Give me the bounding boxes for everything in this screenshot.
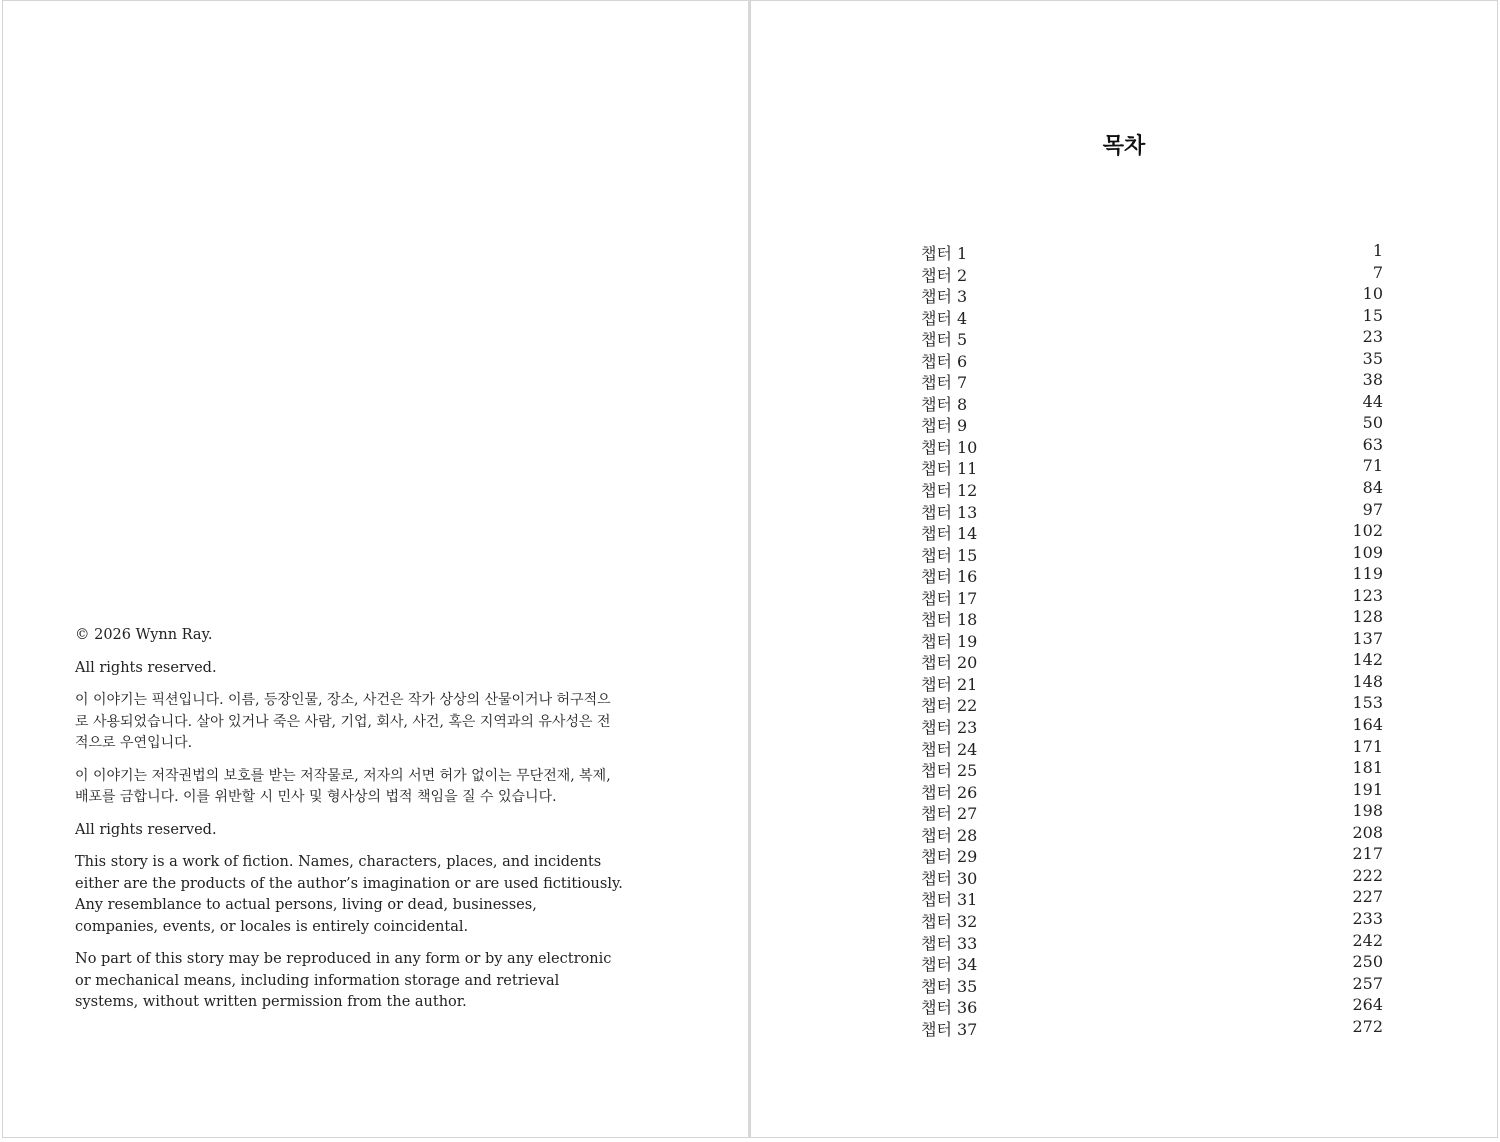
toc-page-number: 71 bbox=[1362, 456, 1383, 476]
toc-page-number: 217 bbox=[1352, 844, 1383, 864]
toc-entry[interactable] bbox=[921, 391, 1383, 413]
toc-entry[interactable] bbox=[921, 563, 1383, 585]
toc-chapter-label: 챕터 13 bbox=[921, 502, 978, 522]
toc-chapter-label: 챕터 30 bbox=[921, 868, 978, 888]
toc-chapter-label: 챕터 29 bbox=[921, 847, 978, 867]
toc-entry[interactable] bbox=[921, 348, 1383, 370]
toc-entry[interactable] bbox=[921, 994, 1383, 1016]
toc-chapter-label: 챕터 32 bbox=[921, 911, 978, 931]
toc-chapter-label: 챕터 14 bbox=[921, 524, 978, 544]
toc-entry[interactable] bbox=[921, 800, 1383, 822]
toc-page-number: 191 bbox=[1352, 779, 1383, 799]
toc-entry[interactable] bbox=[921, 455, 1383, 477]
copyright-page bbox=[2, 0, 750, 1138]
toc-page-number: 142 bbox=[1352, 650, 1383, 670]
toc-chapter-label: 챕터 31 bbox=[921, 890, 978, 910]
toc-entry[interactable] bbox=[921, 822, 1383, 844]
toc-entry[interactable] bbox=[921, 714, 1383, 736]
toc-chapter-label: 챕터 37 bbox=[921, 1019, 978, 1039]
toc-page-number: 119 bbox=[1352, 564, 1383, 584]
toc-page-number: 153 bbox=[1352, 693, 1383, 713]
toc-chapter-label: 챕터 16 bbox=[921, 567, 978, 587]
toc-entry[interactable] bbox=[921, 240, 1383, 262]
toc-entry[interactable] bbox=[921, 973, 1383, 995]
toc-page-number: 242 bbox=[1352, 930, 1383, 950]
copyright-line: © 2026 Wynn Ray. bbox=[75, 627, 213, 643]
rights-reserved-en: All rights reserved. bbox=[75, 821, 217, 838]
toc-chapter-label: 챕터 22 bbox=[921, 696, 978, 716]
toc-entry[interactable] bbox=[921, 1016, 1383, 1038]
toc-page-number: 181 bbox=[1352, 758, 1383, 778]
toc-chapter-label: 챕터 34 bbox=[921, 955, 978, 975]
toc-page-number: 198 bbox=[1352, 801, 1383, 821]
toc-chapter-label: 챕터 6 bbox=[921, 351, 968, 371]
toc-page-number: 137 bbox=[1352, 628, 1383, 648]
toc-chapter-label: 챕터 23 bbox=[921, 718, 978, 738]
toc-entry[interactable] bbox=[921, 951, 1383, 973]
toc-chapter-label: 챕터 19 bbox=[921, 631, 978, 651]
fiction-notice-ko: 이 이야기는 픽션입니다. 이름, 등장인물, 장소, 사건은 작가 상상의 산물이거나 허구적으로 사용되었습니다. 살아 있거나 죽은 사람, 기업, 회사, 사건, 혹은 지역과의 유사성은 전적으로 우연입니다. bbox=[75, 692, 611, 751]
toc-page-number: 171 bbox=[1352, 736, 1383, 756]
toc-page-number: 97 bbox=[1362, 499, 1383, 519]
toc-page-number: 109 bbox=[1352, 542, 1383, 562]
toc-entry[interactable] bbox=[921, 886, 1383, 908]
toc-page-number: 164 bbox=[1352, 715, 1383, 735]
toc-page-number: 208 bbox=[1352, 822, 1383, 842]
toc-chapter-label: 챕터 10 bbox=[921, 437, 978, 457]
toc-page-number: 7 bbox=[1372, 262, 1383, 282]
toc-entry[interactable] bbox=[921, 692, 1383, 714]
toc-page-number: 35 bbox=[1362, 348, 1383, 368]
toc-entry[interactable] bbox=[921, 671, 1383, 693]
toc-page-number: 15 bbox=[1362, 305, 1383, 325]
toc-entry[interactable] bbox=[921, 843, 1383, 865]
toc-page-number: 250 bbox=[1352, 952, 1383, 972]
toc-page-number: 10 bbox=[1362, 284, 1383, 304]
toc-chapter-label: 챕터 1 bbox=[921, 244, 968, 263]
toc-page-number: 38 bbox=[1362, 370, 1383, 390]
toc-entry[interactable] bbox=[921, 649, 1383, 671]
toc-chapter-label: 챕터 28 bbox=[921, 825, 978, 845]
toc-chapter-label: 챕터 26 bbox=[921, 782, 978, 802]
toc-page-number: 227 bbox=[1352, 887, 1383, 907]
toc-chapter-label: 챕터 12 bbox=[921, 481, 978, 501]
toc-entry[interactable] bbox=[921, 434, 1383, 456]
toc-entry[interactable] bbox=[921, 930, 1383, 952]
toc-chapter-label: 챕터 11 bbox=[921, 459, 978, 479]
toc-page-number: 123 bbox=[1352, 585, 1383, 605]
toc-page-number: 1 bbox=[1372, 241, 1383, 260]
toc-chapter-label: 챕터 17 bbox=[921, 588, 978, 608]
toc-chapter-label: 챕터 24 bbox=[921, 739, 978, 759]
reproduction-notice-en: No part of this story may be reproduced in any form or by any electronic or mechanical means, including information storage and retrieval systems, without written permission from the author. bbox=[75, 951, 612, 1010]
toc-chapter-label: 챕터 7 bbox=[921, 373, 968, 393]
toc-chapter-label: 챕터 18 bbox=[921, 610, 978, 630]
toc-page-number: 148 bbox=[1352, 671, 1383, 691]
toc-chapter-label: 챕터 2 bbox=[921, 265, 968, 285]
toc-chapter-label: 챕터 4 bbox=[921, 308, 968, 328]
toc-entry[interactable] bbox=[921, 262, 1383, 284]
toc-page-number: 44 bbox=[1362, 391, 1383, 411]
toc-entry[interactable] bbox=[921, 283, 1383, 305]
toc-chapter-label: 챕터 5 bbox=[921, 330, 968, 350]
toc-entry[interactable] bbox=[921, 369, 1383, 391]
toc-entry[interactable] bbox=[921, 477, 1383, 499]
toc-chapter-label: 챕터 35 bbox=[921, 976, 978, 996]
toc-entry[interactable] bbox=[921, 736, 1383, 758]
toc-entry[interactable] bbox=[921, 305, 1383, 327]
toc-page-number: 102 bbox=[1352, 521, 1383, 541]
toc-entry[interactable] bbox=[921, 628, 1383, 650]
toc-page-number: 257 bbox=[1352, 973, 1383, 993]
toc-page-number: 63 bbox=[1362, 434, 1383, 454]
toc-chapter-label: 챕터 36 bbox=[921, 998, 978, 1018]
toc-entry[interactable] bbox=[921, 326, 1383, 348]
toc-entry[interactable] bbox=[921, 757, 1383, 779]
rights-reserved-ko: All rights reserved. bbox=[75, 659, 217, 676]
toc-page-number: 272 bbox=[1352, 1016, 1383, 1036]
toc-chapter-label: 챕터 25 bbox=[921, 761, 978, 781]
toc-entry[interactable] bbox=[921, 499, 1383, 521]
toc-entry[interactable] bbox=[921, 779, 1383, 801]
toc-entry[interactable] bbox=[921, 520, 1383, 542]
toc-chapter-label: 챕터 21 bbox=[921, 674, 978, 694]
fiction-notice-en: This story is a work of fiction. Names, characters, places, and incidents either are the products of the author’s imagination or are used fictitiously. Any resemblance to actual persons, living or dead, businesses, companies, events, or locales is entirely coincidental. bbox=[75, 854, 623, 935]
toc-list bbox=[921, 240, 1383, 1037]
toc-title: 목차 bbox=[1102, 133, 1146, 159]
copyright-block bbox=[75, 625, 623, 1025]
toc-page-number: 50 bbox=[1362, 413, 1383, 433]
toc-entry[interactable] bbox=[921, 865, 1383, 887]
toc-chapter-label: 챕터 8 bbox=[921, 394, 968, 414]
toc-entry[interactable] bbox=[921, 542, 1383, 564]
toc-page bbox=[750, 0, 1498, 1138]
toc-entry[interactable] bbox=[921, 606, 1383, 628]
toc-page-number: 23 bbox=[1362, 327, 1383, 347]
copyright-notice-ko: 이 이야기는 저작권법의 보호를 받는 저작물로, 저자의 서면 허가 없이는 무단전재, 복제, 배포를 금합니다. 이를 위반할 시 민사 및 형사상의 법적 책임을 질 수 있습니다. bbox=[75, 767, 611, 805]
toc-chapter-label: 챕터 27 bbox=[921, 804, 978, 824]
toc-entry[interactable] bbox=[921, 908, 1383, 930]
toc-page-number: 264 bbox=[1352, 995, 1383, 1015]
toc-chapter-label: 챕터 20 bbox=[921, 653, 978, 673]
toc-page-number: 222 bbox=[1352, 865, 1383, 885]
toc-page-number: 84 bbox=[1362, 478, 1383, 498]
toc-chapter-label: 챕터 15 bbox=[921, 545, 978, 565]
toc-page-number: 128 bbox=[1352, 607, 1383, 627]
toc-chapter-label: 챕터 9 bbox=[921, 416, 968, 436]
toc-page-number: 233 bbox=[1352, 908, 1383, 928]
toc-chapter-label: 챕터 33 bbox=[921, 933, 978, 953]
toc-chapter-label: 챕터 3 bbox=[921, 287, 968, 307]
toc-entry[interactable] bbox=[921, 412, 1383, 434]
toc-entry[interactable] bbox=[921, 585, 1383, 607]
